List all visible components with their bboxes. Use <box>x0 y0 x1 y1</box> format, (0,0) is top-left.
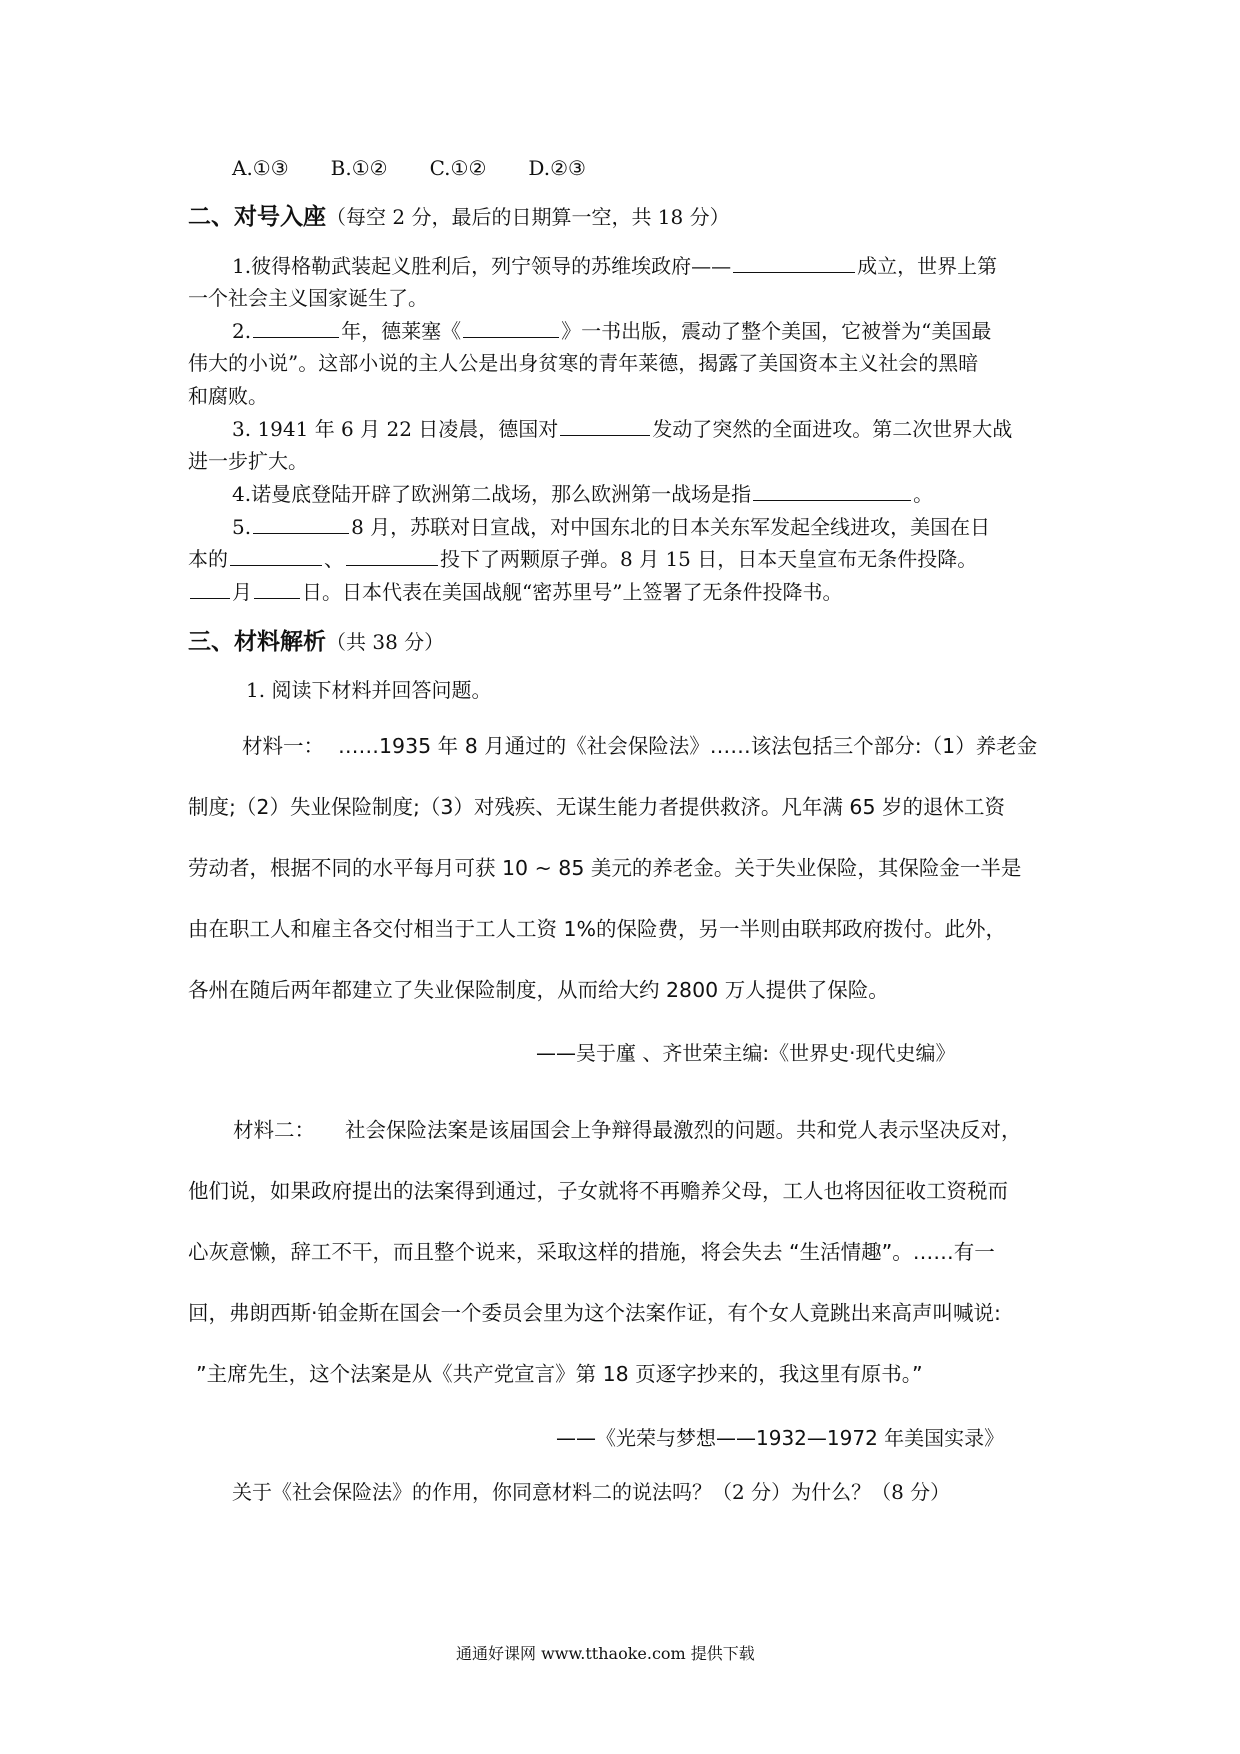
section3-q1-intro: 1. 阅读下材料并回答问题。 <box>246 678 492 702</box>
q1-blank[interactable] <box>733 252 855 273</box>
q1-line2: 一个社会主义国家诞生了。 <box>188 286 428 310</box>
material1-line4: 由在职工人和雇主各交付相当于工人工资 1%的保险费，另一半则由联邦政府拨付。此外， <box>188 917 1007 941</box>
material2-line5: ”主席先生，这个法案是从《共产党宣言》第 18 页逐字抄来的，我这里有原书。” <box>196 1362 923 1386</box>
material1-line1: 材料一： ……1935 年 8 月通过的《社会保险法》……该法包括三个部分:（1）养老金 <box>242 734 1038 758</box>
section3-title: 三、材料解析 <box>188 629 326 655</box>
q4-line: 4.诺曼底登陆开辟了欧洲第二战场，那么欧洲第一战场是指 。 <box>232 482 934 506</box>
q5-blank-year[interactable] <box>253 513 349 534</box>
q5-blank-city1[interactable] <box>230 545 322 566</box>
page-footer: 通通好课网 www.tthaoke.com 提供下载 <box>456 1644 755 1663</box>
q5-blank-month[interactable] <box>190 578 230 599</box>
q2-line3: 和腐败。 <box>188 384 268 408</box>
q1-line1: 1.彼得格勒武装起义胜利后，列宁领导的苏维埃政府—— 成立，世界上第 <box>232 254 998 278</box>
q2-blank-book[interactable] <box>463 317 559 338</box>
material2-line1: 材料二： 社会保险法案是该届国会上争辩得最激烈的问题。共和党人表示坚决反对， <box>233 1118 1022 1142</box>
section3-note: （共 38 分） <box>326 630 445 654</box>
q2-line2: 伟大的小说”。这部小说的主人公是出身贫寒的青年莱德，揭露了美国资本主义社会的黑暗 <box>188 351 979 375</box>
q5-line2: 本的 、 投下了两颗原子弹。8 月 15 日，日本天皇宣布无条件投降。 <box>188 547 978 571</box>
material1-label: 材料一： <box>242 734 324 758</box>
material2-line3: 心灰意懒，辞工不干，而且整个说来，采取这样的措施，将会失去 “生活情趣”。……有一 <box>188 1240 995 1264</box>
q2-blank-year[interactable] <box>253 317 339 338</box>
section2-heading <box>188 203 730 231</box>
material2-source: ——《光荣与梦想——1932—1972 年美国实录》 <box>556 1426 1005 1450</box>
option-b: B.①② <box>330 156 388 180</box>
material2-label: 材料二： <box>233 1118 315 1142</box>
q3-line1: 3. 1941 年 6 月 22 日凌晨，德国对 发动了突然的全面进攻。第二次世界大战 <box>232 417 1013 441</box>
q5-line1: 5. 8 月，苏联对日宣战，对中国东北的日本关东军发起全线进攻，美国在日 <box>232 515 991 539</box>
material2-line4: 回，弗朗西斯·铂金斯在国会一个委员会里为这个法案作证，有个女人竟跳出来高声叫喊说: <box>188 1301 1001 1325</box>
option-c: C.①② <box>429 156 487 180</box>
material1-line5: 各州在随后两年都建立了失业保险制度，从而给大约 2800 万人提供了保险。 <box>188 978 889 1002</box>
q3-line2: 进一步扩大。 <box>188 449 308 473</box>
material2-line2: 他们说，如果政府提出的法案得到通过，子女就将不再赡养父母，工人也将因征收工资税而 <box>188 1179 1008 1203</box>
option-d: D.②③ <box>528 156 586 180</box>
section2-note: （每空 2 分，最后的日期算一空，共 18 分） <box>326 205 730 229</box>
answer-options <box>232 154 586 182</box>
q4-blank[interactable] <box>753 480 911 501</box>
q5-blank-day[interactable] <box>254 578 300 599</box>
section3-heading <box>188 628 444 656</box>
q5-line3: 月 日。日本代表在美国战舰“密苏里号”上签署了无条件投降书。 <box>188 578 842 606</box>
q3-blank[interactable] <box>560 415 650 436</box>
material1-line3: 劳动者，根据不同的水平每月可获 10 ~ 85 美元的养老金。关于失业保险，其保险金一半是 <box>188 856 1022 880</box>
section3-question: 关于《社会保险法》的作用，你同意材料二的说法吗？（2 分）为什么？（8 分） <box>232 1480 951 1504</box>
material1-line2: 制度;（2）失业保险制度;（3）对残疾、无谋生能力者提供救济。凡年满 65 岁的退休工资 <box>188 795 1006 819</box>
option-a: A.①③ <box>232 156 289 180</box>
material1-source: ——吴于廑 、齐世荣主编:《世界史·现代史编》 <box>536 1041 956 1065</box>
q2-line1: 2. 年，德莱塞《 》一书出版，震动了整个美国，它被誉为“美国最 <box>232 319 992 343</box>
section2-title: 二、对号入座 <box>188 204 326 230</box>
q5-blank-city2[interactable] <box>346 545 438 566</box>
